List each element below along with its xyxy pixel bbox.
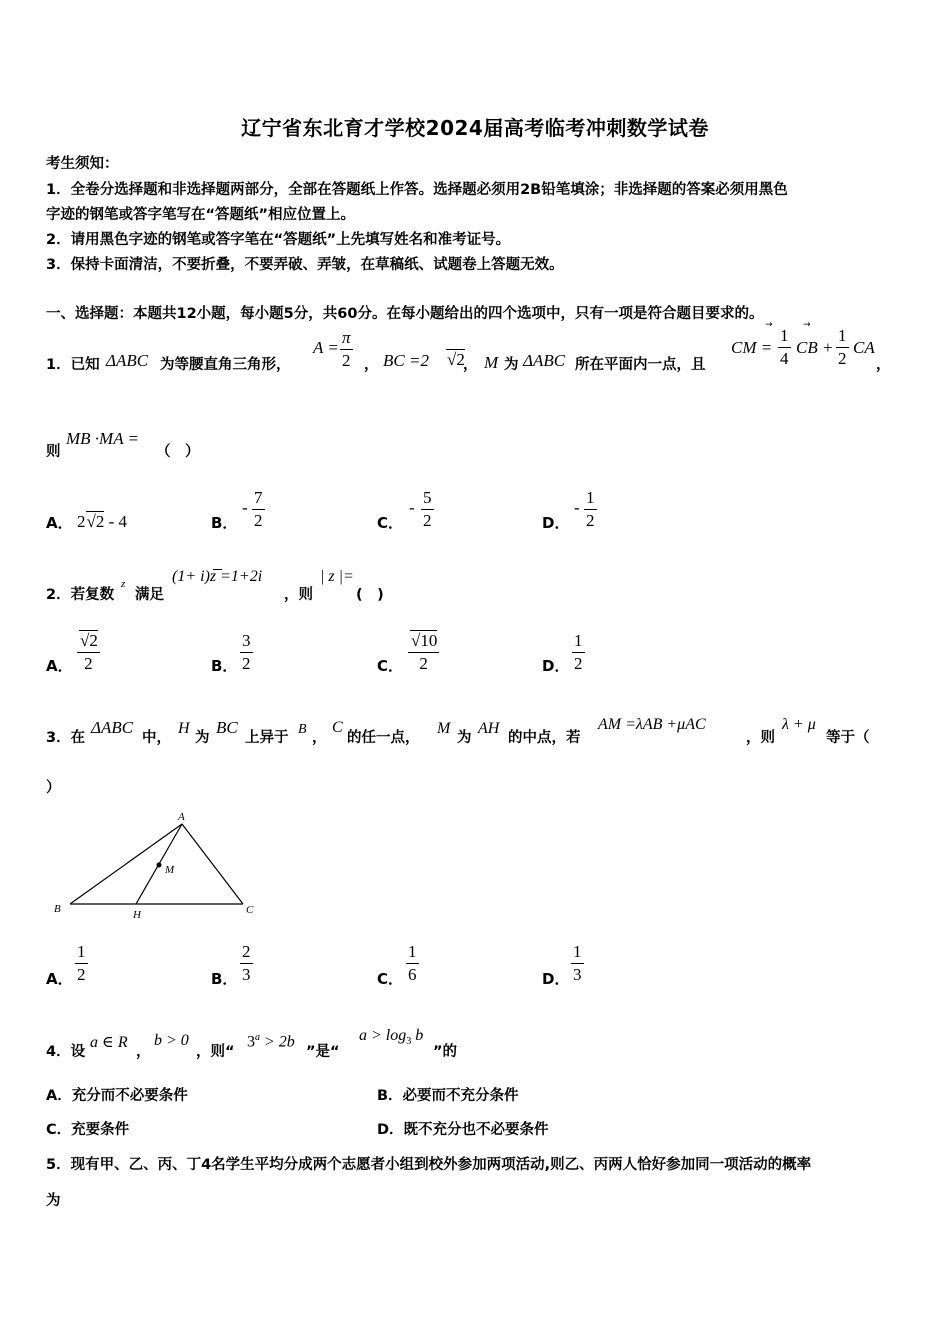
q3-ah: AH	[478, 720, 500, 737]
notice-line-3: 3．保持卡面清洁，不要折叠，不要弄破、弄皱，在草稿纸、试题卷上答题无效。	[46, 257, 564, 273]
q3-vector-equation: AM =λAB +μAC	[598, 716, 706, 733]
q2-option-c-value: $\frac{√10}{2}$	[408, 630, 439, 675]
q3-option-b-value: $\frac{2}{3}$	[242, 942, 251, 984]
q1-comma-2: ，	[463, 357, 478, 373]
q3-m: M	[437, 720, 451, 737]
q3-option-c-value: $\frac{1}{6}$	[408, 942, 417, 984]
q4-condition-1: $3^a > 2b$	[247, 1032, 295, 1051]
q5-line-1: 5．现有甲、乙、丙、丁4名学生平均分成两个志愿者小组到校外参加两项活动,则乙、丙两人恰好参加同一项活动的概率	[46, 1157, 812, 1173]
q1-angle-a: A =	[313, 338, 339, 357]
q3-triangle: ΔABC	[91, 718, 134, 737]
label-c: C	[246, 904, 254, 916]
q3-option-c-label: C．	[377, 970, 404, 988]
q2-text-3: ，则	[284, 587, 313, 603]
q3-text-4: 上异于	[245, 730, 289, 746]
q2-option-a-label: A．	[46, 657, 73, 675]
q1-option-b-value: $\frac{7}{2}$	[254, 488, 263, 530]
q1-vector-arrows	[725, 318, 885, 332]
q2-z: z	[121, 578, 126, 590]
q4-option-b: B．必要而不充分条件	[377, 1088, 519, 1104]
q2-option-b-value: $\frac{3}{2}$	[242, 631, 251, 673]
q1-point-m: M	[484, 353, 499, 372]
q1-option-b-label: B．	[211, 514, 238, 532]
section-heading: 一、选择题：本题共12小题，每小题5分，共60分。在每小题给出的四个选项中，只有一项是符合题目要求的。	[46, 306, 764, 322]
q4-b-positive: b > 0	[154, 1032, 189, 1049]
label-a: A	[178, 811, 185, 823]
q1-sqrt2: √2	[447, 350, 465, 369]
q4-condition-2: $a > \log_3 b$	[359, 1027, 424, 1048]
q1-vec-cm: CM =	[731, 338, 773, 357]
q1-option-b-sign: -	[242, 498, 248, 517]
q2-abs-z: | z |=	[320, 568, 354, 585]
q1-answer-paren: （ ）	[156, 444, 200, 460]
q3-lambda-mu: λ + μ	[782, 716, 816, 733]
q1-option-d-value: $\frac{1}{2}$	[586, 488, 595, 530]
q1-vec-cb: CB +	[796, 338, 834, 357]
q4-option-a: A．充分而不必要条件	[46, 1088, 188, 1104]
q1-then: 则	[46, 444, 61, 460]
q4-option-c: C．充要条件	[46, 1122, 130, 1138]
q3-bc: BC	[216, 718, 238, 737]
q1-text-4: 所在平面内一点，且	[575, 357, 706, 373]
q3-triangle-figure	[50, 808, 265, 924]
exam-title: 辽宁省东北育才学校2024届高考临考冲刺数学试卷	[241, 116, 709, 140]
notice-line-1b: 字迹的钢笔或答字笔写在“答题纸”相应位置上。	[46, 207, 356, 223]
svg-text:→: →	[803, 320, 811, 330]
q3-option-d-label: D．	[542, 970, 570, 988]
q4-text-4: ”是“	[306, 1044, 340, 1060]
q3-text-11: ）	[46, 780, 61, 796]
q1-bc: BC =2	[383, 351, 429, 370]
q2-option-d-value: $\frac{1}{2}$	[574, 631, 583, 673]
q3-c: C	[332, 719, 343, 736]
midpoint-m	[157, 863, 162, 868]
q1-pi-over-2: $\frac{\pi}{2}$	[342, 328, 351, 370]
q4-text-2: ，	[136, 1044, 151, 1060]
notice-line-2: 2．请用黑色字迹的钢笔或答字笔在“答题纸”上先填写姓名和准考证号。	[46, 232, 511, 248]
q3-text-5: ，	[312, 730, 327, 746]
q1-option-d-sign: -	[574, 498, 580, 517]
q1-triangle: ΔABC	[106, 351, 149, 370]
q3-option-d-value: $\frac{1}{3}$	[573, 942, 582, 984]
q1-option-a-label: A．	[46, 514, 73, 532]
q3-text-6: 的任一点，	[347, 730, 420, 746]
q3-h: H	[178, 720, 190, 737]
svg-text:→: →	[765, 320, 773, 330]
q3-option-b-label: B．	[211, 970, 238, 988]
q3-text-2: 中，	[142, 730, 171, 746]
q2-equation: (1+ i)z =1+2i	[172, 568, 263, 585]
q4-text-1: 4．设	[46, 1044, 86, 1060]
q2-text-2: 满足	[135, 587, 164, 603]
q1-vec-ca: CA	[853, 338, 875, 357]
q1-option-a-value: 2√2 - 4	[77, 512, 128, 531]
q2-option-c-label: C．	[377, 657, 404, 675]
q3-text-10: 等于（	[826, 730, 870, 746]
notice-heading: 考生须知：	[46, 156, 119, 172]
label-b: B	[54, 903, 61, 915]
q4-text-5: ”的	[433, 1044, 458, 1060]
q1-text-1: 1．已知	[46, 357, 100, 373]
q2-text-1: 2．若复数	[46, 587, 115, 603]
q2-option-d-label: D．	[542, 657, 570, 675]
q1-option-d-label: D．	[542, 514, 570, 532]
q1-option-c-sign: -	[409, 498, 415, 517]
q2-answer-paren: ( )	[356, 587, 384, 603]
q3-text-7: 为	[457, 730, 472, 746]
side-ac	[182, 824, 243, 904]
label-h: H	[133, 909, 141, 921]
q3-text-3: 为	[195, 730, 210, 746]
q1-triangle-2: ΔABC	[523, 351, 566, 370]
q1-comma-3: ，	[876, 357, 891, 373]
q1-text-2: 为等腰直角三角形，	[160, 357, 291, 373]
q3-text-8: 的中点，若	[508, 730, 581, 746]
q5-line-2: 为	[46, 1193, 61, 1209]
q2-conjugate-bar	[213, 569, 222, 570]
q3-text-9: ，则	[746, 730, 775, 746]
q3-option-a-label: A．	[46, 970, 73, 988]
q3-option-a-value: $\frac{1}{2}$	[77, 942, 86, 984]
q4-a-in-r: a ∈ R	[90, 1034, 128, 1051]
q2-option-b-label: B．	[211, 657, 238, 675]
label-m: M	[165, 864, 175, 876]
q2-option-a-value: $\frac{√2}{2}$	[77, 630, 100, 675]
q1-dot-product: MB ·MA =	[66, 429, 140, 448]
q1-option-c-value: $\frac{5}{2}$	[423, 488, 432, 530]
q1-frac-half: $\frac{1}{2}$	[838, 326, 847, 368]
q4-text-3: ，则“	[196, 1044, 235, 1060]
q3-b: B	[298, 722, 307, 737]
q1-text-3: 为	[504, 357, 519, 373]
q3-text-1: 3．在	[46, 730, 86, 746]
notice-line-1a: 1．全卷分选择题和非选择题两部分，全部在答题纸上作答。选择题必须用2B铅笔填涂；非选择题的答案必须用黑色	[46, 182, 788, 198]
q1-frac-quarter: $\frac{1}{4}$	[780, 326, 789, 368]
q1-comma-1: ，	[364, 357, 379, 373]
q4-option-d: D．既不充分也不必要条件	[377, 1122, 549, 1138]
q1-option-c-label: C．	[377, 514, 404, 532]
